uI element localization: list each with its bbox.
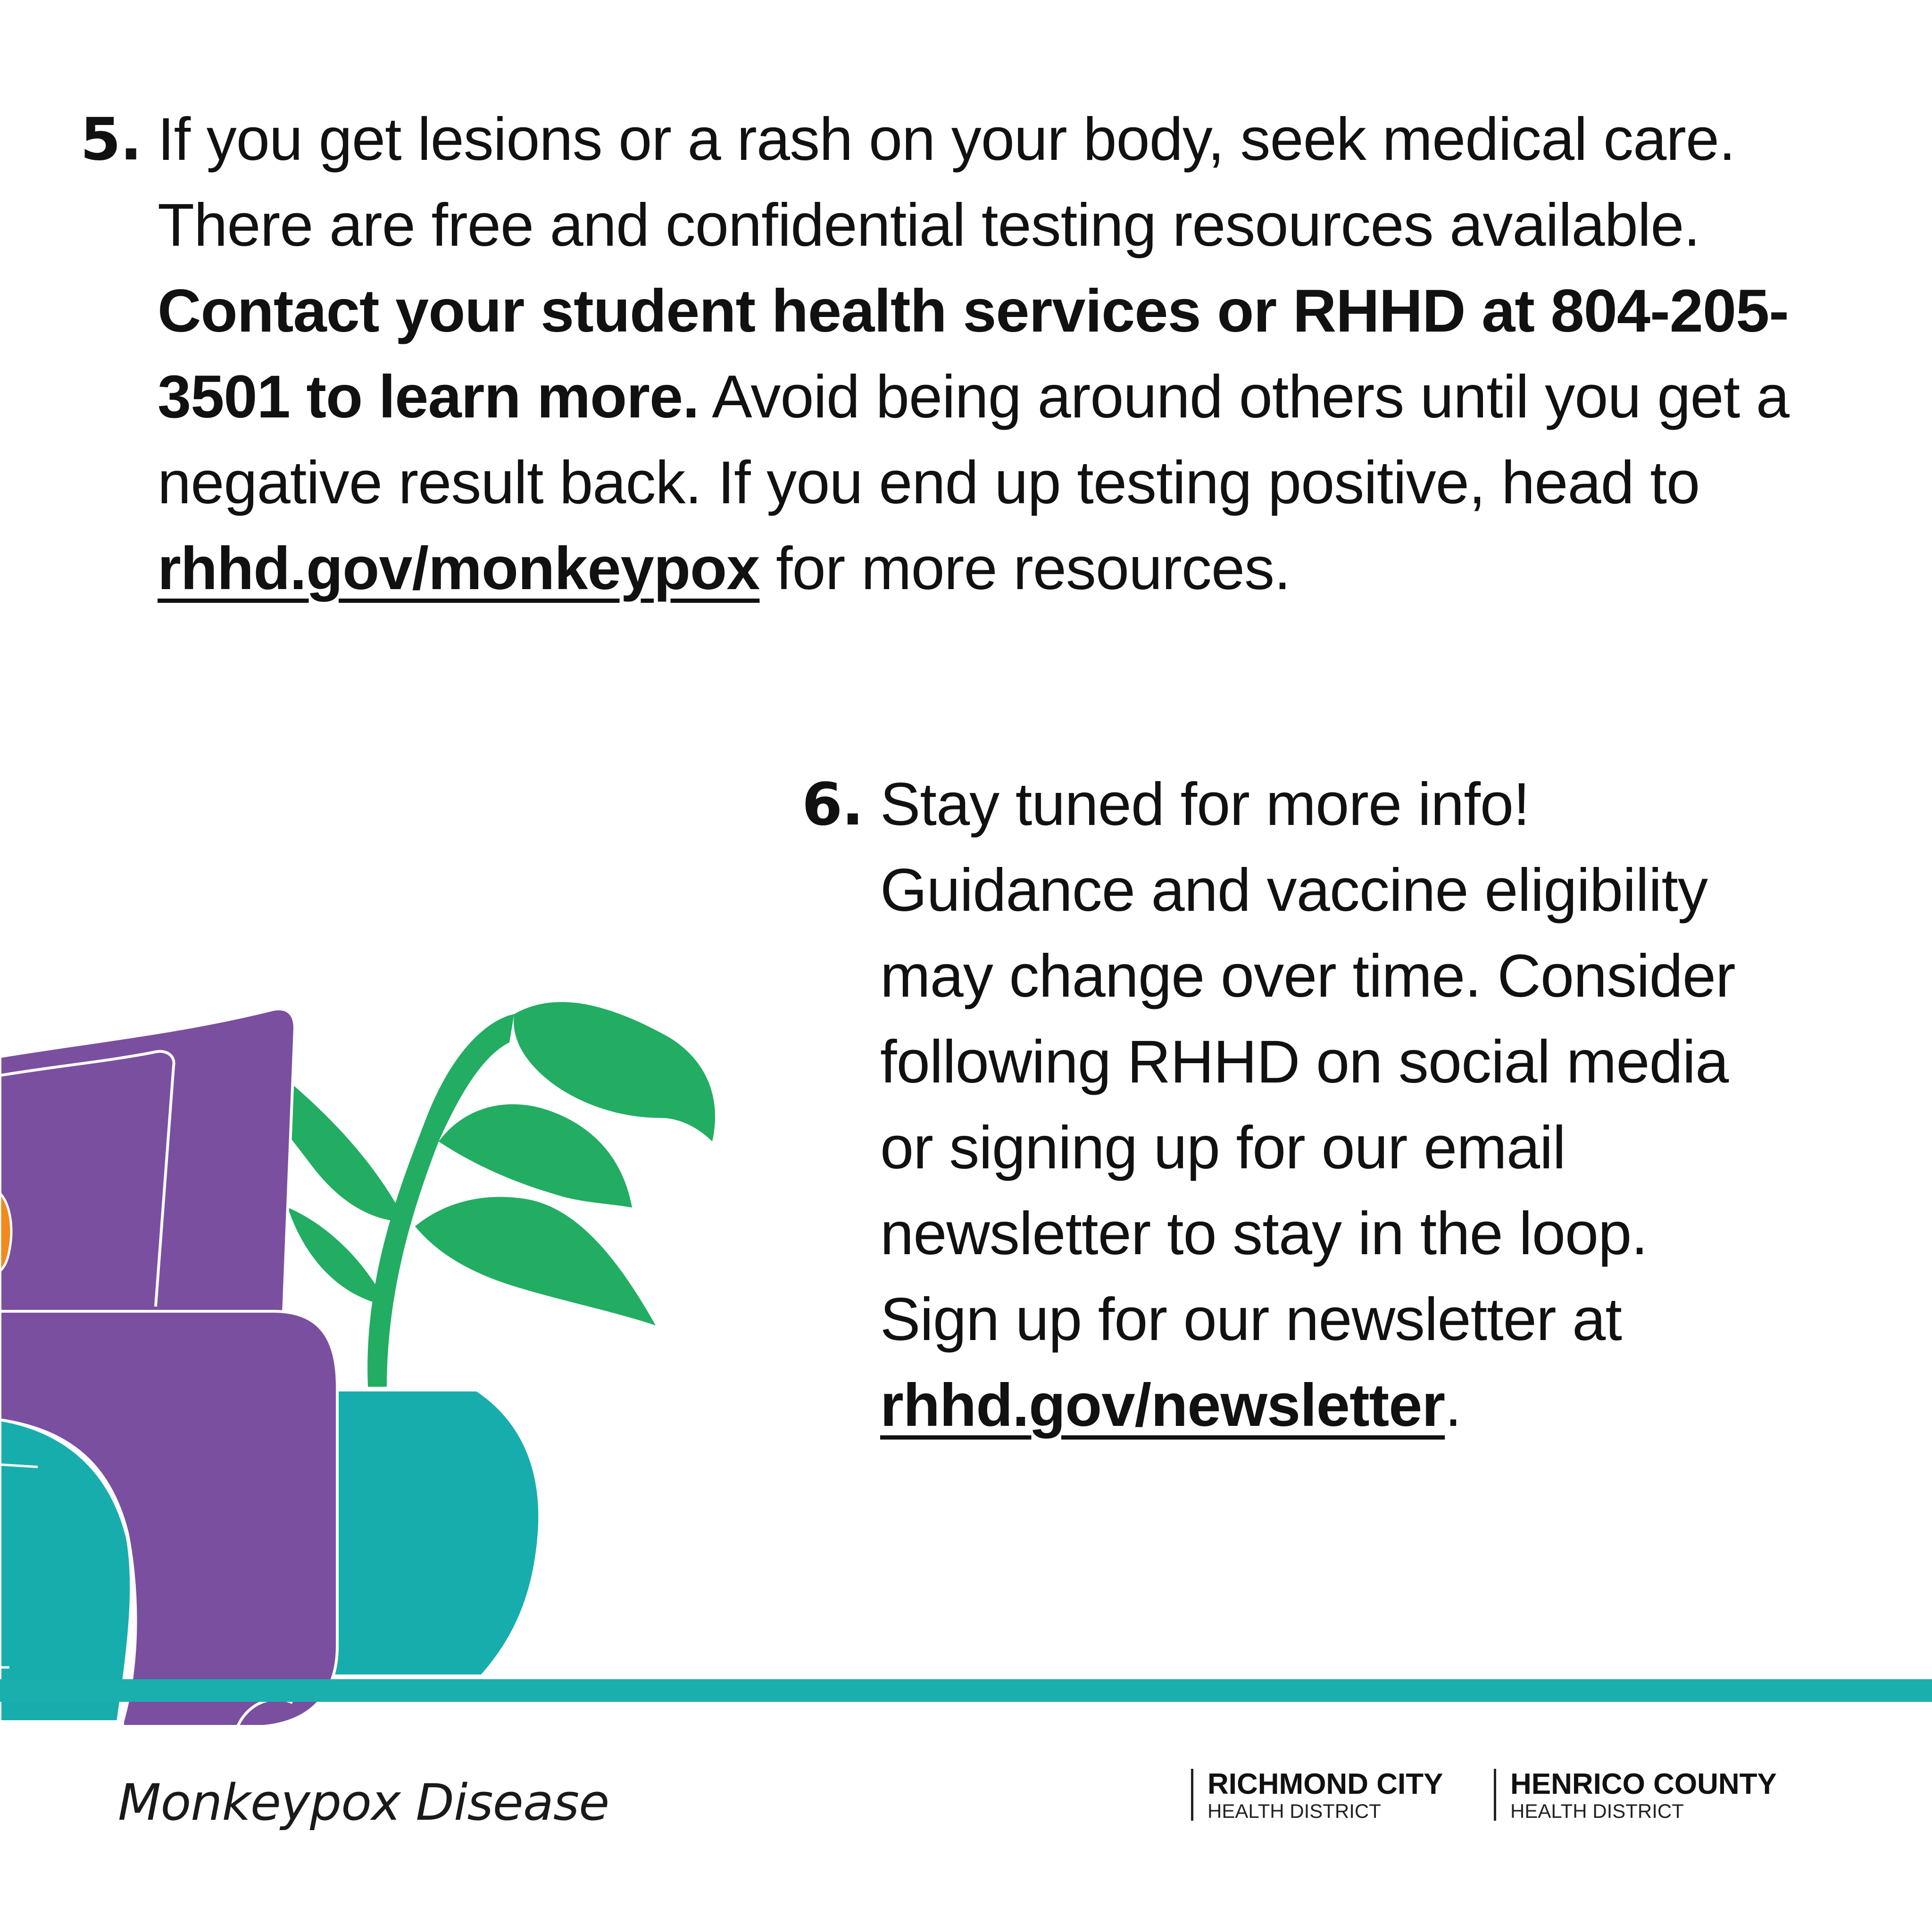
henrico-county-logo [1494,1769,1777,1821]
tip-6 [802,762,1769,1449]
armchair-back [0,1009,295,1325]
tip-5 [80,97,1844,612]
henrico-logo-main: HENRICO COUNTY [1510,1768,1777,1800]
armchair-plant-illustration [0,920,736,1769]
richmond-logo-sub: HEALTH DISTRICT [1208,1800,1381,1822]
tip-6-number: 6. [802,771,863,839]
monkeypox-link[interactable]: rhhd.gov/monkeypox [158,535,760,602]
richmond-logo-main: RICHMOND CITY [1208,1768,1443,1800]
plant-pot [330,1391,538,1674]
richmond-city-logo [1191,1769,1443,1821]
tip-5-contact-info: Contact your student health services or RHHD at 804-205-3501 to learn more. [158,277,1789,431]
henrico-logo-sub: HEALTH DISTRICT [1510,1800,1684,1822]
tip-5-text [158,97,1844,612]
tip-6-text-intro: Stay tuned for more info! Guidance and vaccine eligibility may change over time. Consider following RHHD on social media or signing up for our email newsletter to stay in the loop. Sign up for our newsletter at [880,771,1735,1353]
floor-divider [0,1679,1932,1702]
newsletter-link[interactable]: rhhd.gov/newsletter [880,1372,1445,1439]
tip-5-text-middle: Avoid being around others until you get a negative result back. If you end up testing positive, head to [158,363,1789,516]
tip-6-text-end: . [1445,1372,1461,1439]
tip-5-text-intro: If you get lesions or a rash on your body, seek medical care. There are free and confidential testing resources available. [158,106,1735,259]
tip-5-text-end: for more resources. [759,535,1291,602]
footer-title: Monkeypox Disease [118,1774,609,1832]
tip-5-number: 5. [80,106,142,174]
tip-6-text [880,762,1769,1449]
